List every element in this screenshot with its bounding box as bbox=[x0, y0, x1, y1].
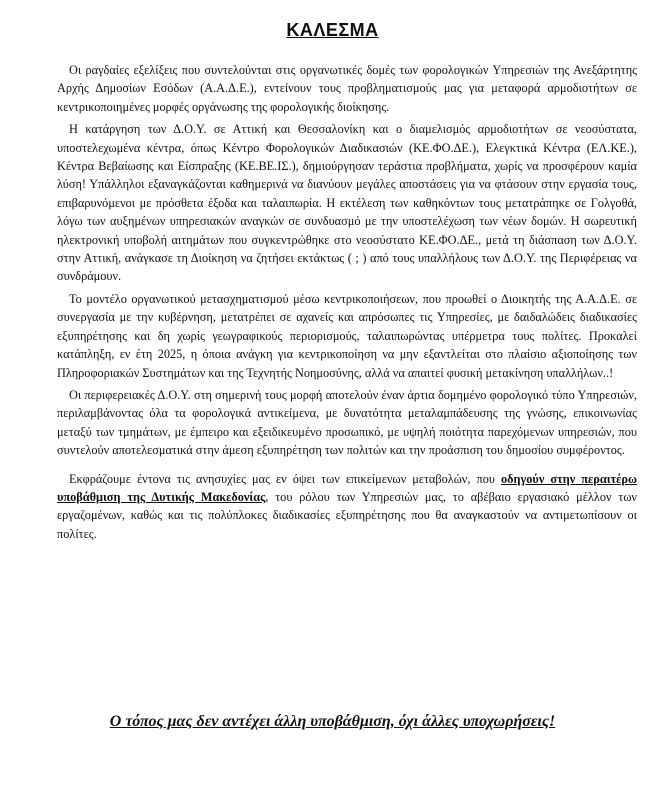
paragraph-3: Το μοντέλο οργανωτικού μετασχηματισμού μέσω κεντρικοποιήσεων, που προωθεί ο Διοικητής της Α.Α.Δ.Ε. σε συνεργασία με την κυβέρνηση, μετατρέπει σε αχανείς και απρόσωπες τις Υπηρεσίες, με δαιδαλώδεις διαδικασίες εξυπηρέτησης και δη χωρίς γεωγραφικούς περιορισμούς, ταλαιπωρώντας υπέρμετρα τους πολίτες. Προκαλεί κατάπληξη, εν έτη 2025, η όποια ανάγκη για κεντρικοποίηση να μην εξαντλείται στο πλαίσιο αξιοποίησης των Πληροφοριακών Συστημάτων και της Τεχνητής Νοημοσύνης, αλλά να απαιτεί φυσική μετακίνηση υπαλλήλων..! bbox=[57, 291, 637, 380]
paragraph-5 bbox=[57, 470, 637, 544]
paragraph-5-end: , του ρόλου των Υπηρεσιών μας, το αβέβαιο εργασιακό μέλλον των εργαζομένων, καθώς και τις πολύπλοκες διαδικασίες εξυπηρέτησης που θα αναγκαστούν να αντιμετωπίσουν οι πολίτες. bbox=[57, 489, 637, 541]
document-body bbox=[57, 61, 637, 543]
paragraph-4: Οι περιφερειακές Δ.Ο.Υ. στη σημερινή τους μορφή αποτελούν έναν άρτια δομημένο φορολογικό τύπο Υπηρεσιών, περιλαμβάνοντας όλα τα φορολογικά αντικείμενα, με δυνατότητα μεταλαμπάδευσης της γνώσης, επικοινωνίας μεταξύ των τμημάτων, με έμπειρο και εξειδικευμένο προσωπικό, με υψηλή ποιότητα παρεχόμενων υπηρεσιών, που συντελούν αποτελεσματικά στην άμεση εξυπηρέτηση των πολιτών και την προάσπιση του δημοσίου συμφέροντος. bbox=[57, 387, 637, 458]
paragraph-5-start: Εκφράζουμε έντονα τις ανησυχίες μας εν όψει των επικείμενων μεταβολών, που bbox=[69, 471, 502, 486]
paragraph-1: Οι ραγδαίες εξελίξεις που συντελούνται στις οργανωτικές δομές των φορολογικών Υπηρεσιών της Ανεξάρτητης Αρχής Δημοσίων Εσόδων (Α.Α.Δ.Ε.), εντείνουν τους προβληματισμούς μας για μεταφορά αρμοδιοτήτων σε κεντρικοποιημένες μορφές οργάνωσης της φορολογικής διοίκησης. bbox=[57, 63, 637, 114]
document-title: ΚΑΛΕΣΜΑ bbox=[286, 20, 379, 40]
closing-slogan: Ο τόπος μας δεν αντέχει άλλη υποβάθμιση, όχι άλλες υποχωρήσεις! bbox=[109, 713, 556, 730]
paragraph-5-emphasis: οδηγούν στην περαιτέρω υποβάθμιση της Δυτικής Μακεδονίας bbox=[57, 471, 638, 504]
paragraph-2: Η κατάργηση των Δ.Ο.Υ. σε Αττική και Θεσσαλονίκη και ο διαμελισμός αρμοδιοτήτων σε νεοσύστατα, υποστελεχωμένα κέντρα, όπως Κέντρο Φορολογικών Διαδικασιών (ΚΕ.ΦΟ.ΔΕ.), Ελεγκτικά Κέντρα (ΕΛ.ΚΕ.), Κέντρα Βεβαίωσης και Είσπραξης (ΚΕ.ΒΕ.ΙΣ.), δημιούργησαν τεράστια προβλήματα, χωρίς να προσφέρουν καμία λύση! Υπάλληλοι εξαναγκάζονται καθημερινά να διανύουν μεγάλες αποστάσεις για να φτάσουν στην εργασία τους, επιβαρυνόμενοι με πρόσθετα έξοδα και ταλαιπωρία. Η εκτέλεση των καθηκόντων τους μετατράπηκε σε Γολγοθά, λόγω των αυξημένων υπηρεσιακών αναγκών σε συνδυασμό με την υποστελέχωση των νέων δομών. Η σωρευτική ηλεκτρονική υποβολή αιτημάτων που συγκεντρώθηκε στο νεοσύστατο ΚΕ.ΦΟ.ΔΕ., μετά τη διάσπαση των Δ.Ο.Υ. στην Αττική, ανάγκασε τη Διοίκηση να ζητήσει εκτάκτως ( ; ) από τους υπαλλήλους των Δ.Ο.Υ. της Περιφέρειας να συνδράμουν. bbox=[57, 122, 637, 284]
